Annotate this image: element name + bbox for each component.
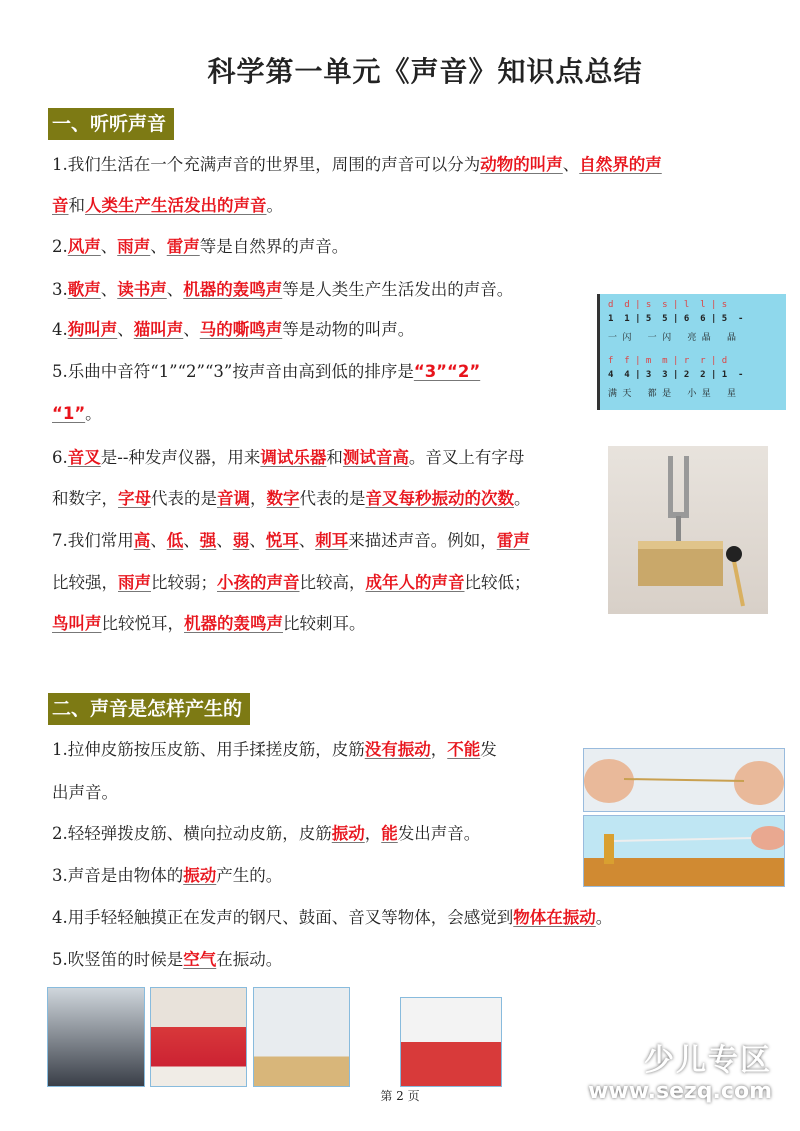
text-line <box>52 318 414 342</box>
text-segment: 3. <box>52 280 68 299</box>
text-segment: 、 <box>117 320 134 339</box>
text-line <box>52 822 480 846</box>
text-line <box>52 402 102 426</box>
text-segment: 和 <box>68 196 85 215</box>
tuning-fork-icon <box>608 446 768 614</box>
text-line <box>52 235 348 259</box>
text-line <box>52 360 480 384</box>
key-term: 动物的叫声 <box>480 155 563 174</box>
score-solfege: f f | m m | r r | d <box>608 356 728 366</box>
text-segment: 。 <box>85 404 102 423</box>
text-line <box>52 738 497 762</box>
text-segment: 、 <box>183 531 200 550</box>
music-score-image <box>597 294 786 410</box>
key-term: 歌声 <box>67 280 101 299</box>
key-term: 马的嘶鸣声 <box>199 320 283 339</box>
recorder-girl-photo <box>400 997 502 1087</box>
text-segment: 产生的。 <box>216 866 283 885</box>
tuning-fork-photo <box>253 987 350 1087</box>
tuning-fork-image <box>608 446 768 614</box>
text-segment: 、 <box>100 237 118 256</box>
text-segment: 和数字， <box>52 489 118 508</box>
text-segment: 、 <box>150 237 167 256</box>
text-segment: 6. <box>52 448 68 467</box>
key-term: 雨声 <box>118 573 151 592</box>
key-term: 弱 <box>232 531 250 550</box>
text-segment: 5.吹竖笛的时候是 <box>52 950 184 969</box>
key-term: 振动 <box>331 824 365 843</box>
key-term: 字母 <box>118 489 151 508</box>
text-segment: 5.乐曲中音符“1”“2”“3”按声音由高到低的排序是 <box>52 362 414 381</box>
key-term: 雨声 <box>117 237 151 256</box>
key-term: 不能 <box>447 740 481 759</box>
text-line <box>52 278 513 302</box>
key-term: 人类生产生活发出的声音 <box>85 196 267 215</box>
key-term: 能 <box>381 824 398 843</box>
text-segment: 等是动物的叫声。 <box>282 320 415 339</box>
text-segment: 等是自然界的声音。 <box>199 237 349 256</box>
key-term: “1” <box>52 404 86 423</box>
key-term: 没有振动 <box>364 740 431 759</box>
text-segment: 、 <box>562 155 580 174</box>
key-term: 低 <box>166 531 184 550</box>
text-segment: 。 <box>266 196 283 215</box>
text-segment: 、 <box>166 280 184 299</box>
touch-ruler-photo <box>47 987 145 1087</box>
rubber-band-pull-image <box>583 815 785 887</box>
text-segment: 、 <box>249 531 266 550</box>
page-number: 第 2 页 <box>380 1089 420 1103</box>
text-line <box>52 487 531 511</box>
page-title: 科学第一单元《声音》知识点总结 <box>207 55 643 88</box>
key-term: 机器的轰鸣声 <box>184 614 283 633</box>
score-notes: 1 1 | 5 5 | 6 6 | 5 - <box>608 314 744 324</box>
text-line <box>52 529 530 553</box>
score-solfege: d d | s s | l l | s <box>608 300 728 310</box>
text-segment: 比较悦耳， <box>101 614 184 633</box>
key-term: 悦耳 <box>265 531 299 550</box>
drum-photo <box>150 987 247 1087</box>
text-line <box>52 906 612 930</box>
text-segment: 在振动。 <box>216 950 283 969</box>
key-term: 雷声 <box>166 237 200 256</box>
key-term: 风声 <box>67 237 101 256</box>
text-line <box>52 948 282 972</box>
key-term: 机器的轰鸣声 <box>183 280 283 299</box>
key-term: 振动 <box>183 866 217 885</box>
text-segment: 比较弱； <box>151 573 217 592</box>
text-segment: 2.轻轻弹拨皮筋、横向拉动皮筋，皮筋 <box>52 824 332 843</box>
key-term: 强 <box>199 531 217 550</box>
key-term: 成年人的声音 <box>365 573 465 592</box>
key-term: 读书声 <box>117 280 167 299</box>
text-segment: 比较强， <box>52 573 118 592</box>
text-segment: ， <box>250 489 267 508</box>
text-segment: 比较高， <box>299 573 366 592</box>
text-line <box>52 864 282 888</box>
text-segment: 4.用手轻轻触摸正在发声的钢尺、鼓面、音叉等物体，会感觉到 <box>52 908 514 927</box>
key-term: “3”“2” <box>413 362 481 381</box>
text-segment: 、 <box>100 280 118 299</box>
text-segment: 代表的是 <box>151 489 217 508</box>
text-segment: 发出声音。 <box>397 824 481 843</box>
text-segment: 。 <box>514 489 531 508</box>
key-term: 猫叫声 <box>133 320 184 339</box>
text-segment: 。 <box>595 908 613 927</box>
key-term: 狗叫声 <box>67 320 118 339</box>
rubber-band-hands-image <box>583 748 785 812</box>
score-lyrics: 一 闪 一 闪 亮 晶 晶 <box>608 333 737 343</box>
text-segment: 1.我们生活在一个充满声音的世界里，周围的声音可以分为 <box>52 155 481 174</box>
key-term: 数字 <box>266 489 300 508</box>
text-segment: 比较刺耳。 <box>283 614 366 633</box>
text-segment: 是--种发声仪器，用来 <box>100 448 261 467</box>
text-segment: 等是人类生产生活发出的声音。 <box>282 280 514 299</box>
text-segment: 2. <box>52 237 68 256</box>
key-term: 音叉 <box>67 448 101 467</box>
text-segment: 3.声音是由物体的 <box>52 866 184 885</box>
text-segment: 、 <box>150 531 167 550</box>
key-term: 音 <box>52 196 69 215</box>
text-line <box>52 612 366 636</box>
text-segment: ， <box>364 824 382 843</box>
key-term: 调试乐器 <box>260 448 327 467</box>
text-segment: 比较低； <box>464 573 531 592</box>
text-segment: 、 <box>216 531 233 550</box>
text-segment: 7.我们常用 <box>52 531 134 550</box>
text-segment: 4. <box>52 320 68 339</box>
text-segment: 出声音。 <box>52 783 118 802</box>
key-term: 刺耳 <box>315 531 349 550</box>
text-line <box>52 781 118 805</box>
key-term: 空气 <box>183 950 217 969</box>
watermark-url: www.sezq.com <box>588 1079 772 1104</box>
text-line <box>52 153 662 177</box>
key-term: 小孩的声音 <box>217 573 300 592</box>
key-term: 高 <box>133 531 151 550</box>
score-lyrics: 满 天 都 是 小 星 星 <box>608 389 737 399</box>
key-term: 音调 <box>217 489 250 508</box>
section-heading-1: 一、听听声音 <box>48 108 174 140</box>
text-segment: 、 <box>183 320 200 339</box>
text-line <box>52 571 531 595</box>
text-segment: 和 <box>326 448 343 467</box>
key-term: 物体在振动 <box>513 908 596 927</box>
text-segment: 1.拉伸皮筋按压皮筋、用手揉搓皮筋，皮筋 <box>52 740 365 759</box>
key-term: 测试音高 <box>342 448 409 467</box>
watermark <box>588 1035 772 1104</box>
text-line <box>52 446 524 470</box>
score-notes: 4 4 | 3 3 | 2 2 | 1 - <box>608 370 744 380</box>
key-term: 雷声 <box>496 531 530 550</box>
text-segment: 来描述声音。例如， <box>348 531 497 550</box>
key-term: 自然界的声 <box>579 155 662 174</box>
text-segment: 发 <box>480 740 497 759</box>
key-term: 音叉每秒振动的次数 <box>365 489 514 508</box>
key-term: 鸟叫声 <box>52 614 102 633</box>
text-segment: 代表的是 <box>299 489 366 508</box>
text-segment: ， <box>430 740 448 759</box>
section-heading-2: 二、声音是怎样产生的 <box>48 693 250 725</box>
text-line <box>52 194 283 218</box>
text-segment: 。音叉上有字母 <box>408 448 525 467</box>
text-segment: 、 <box>298 531 316 550</box>
watermark-name: 少儿专区 <box>644 1043 772 1078</box>
